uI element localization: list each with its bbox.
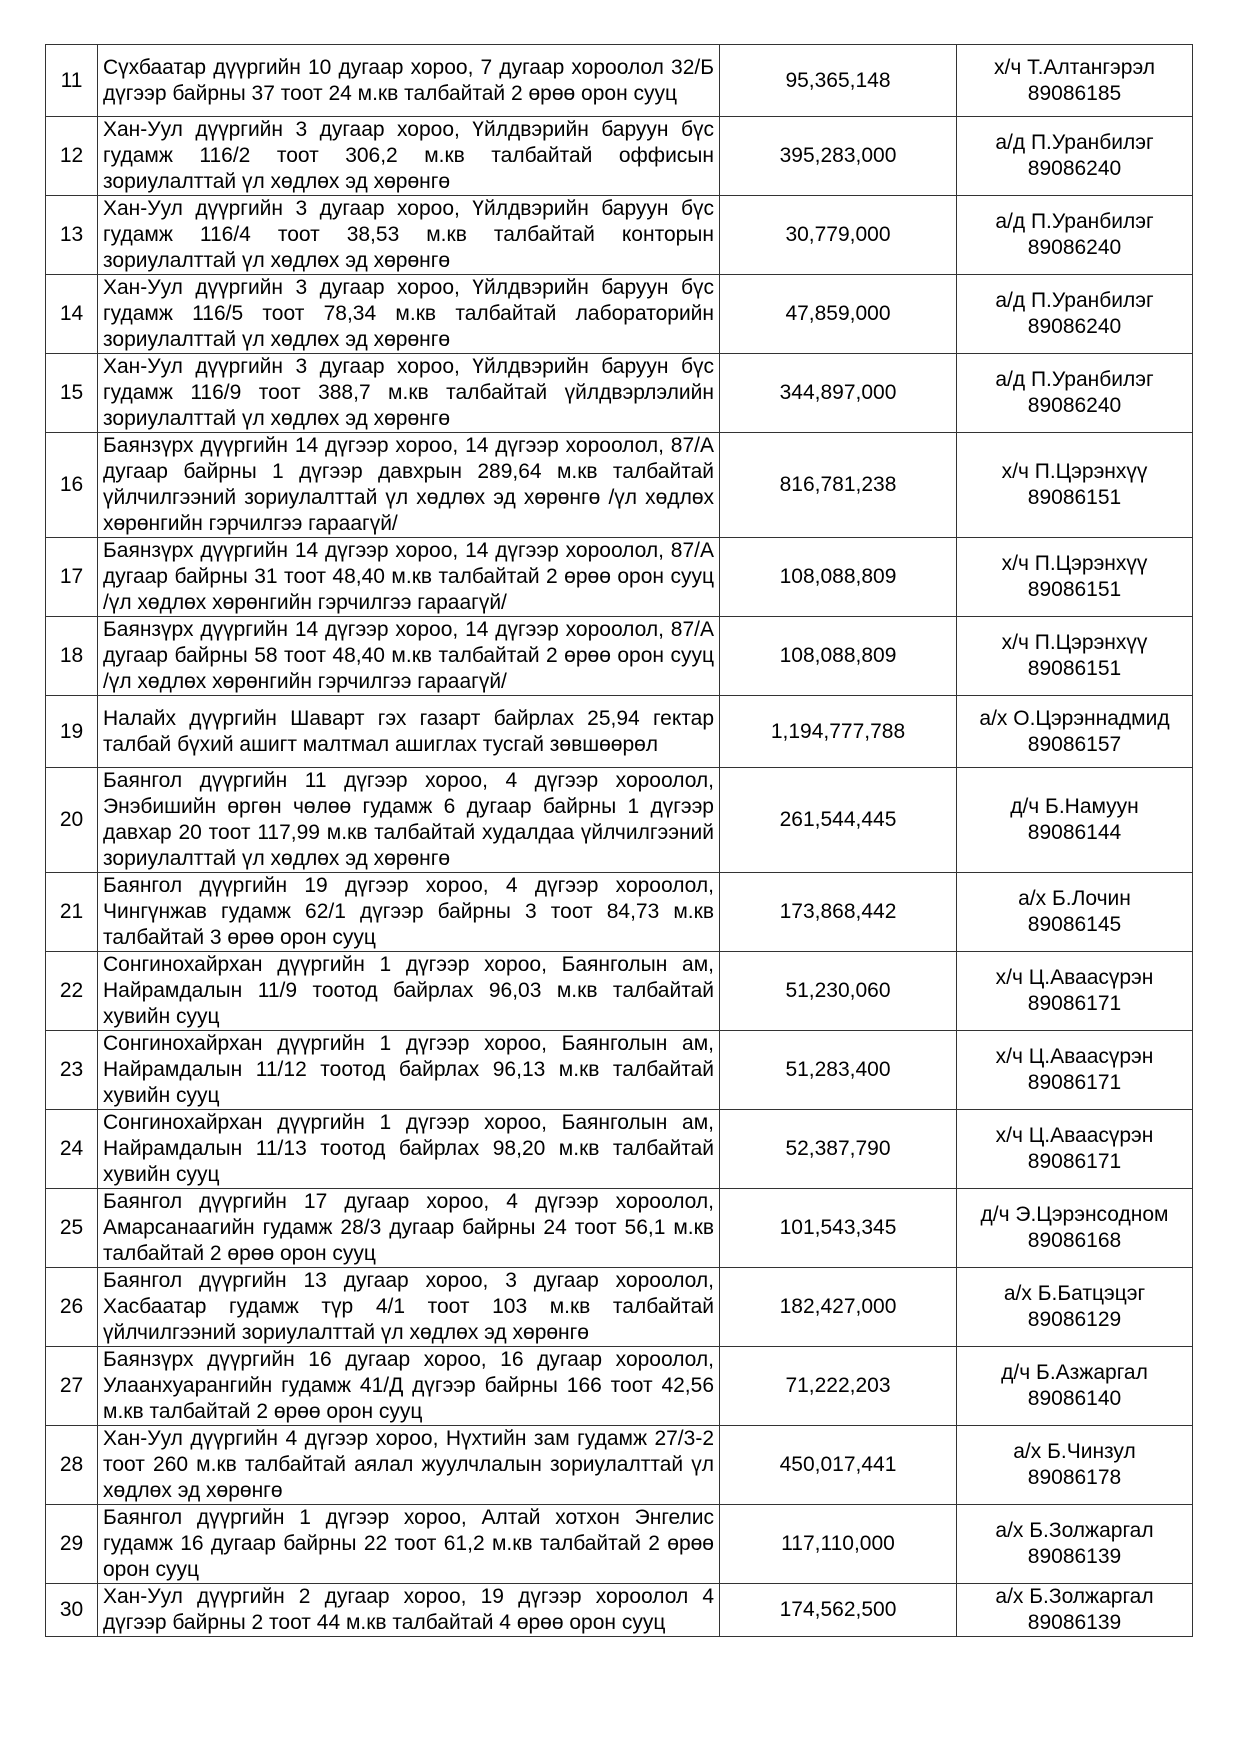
contact-phone: 89086168 <box>1027 1229 1122 1252</box>
row-number: 16 <box>46 433 98 538</box>
table-row <box>46 1268 1193 1347</box>
row-number: 27 <box>46 1347 98 1426</box>
contact-name: д/ч Б.Намуун <box>1010 795 1139 818</box>
contact-name: х/ч Ц.Аваасүрэн <box>995 966 1154 989</box>
contact-name: а/д П.Уранбилэг <box>995 289 1154 312</box>
contact-name: а/х Б.Золжаргал <box>995 1585 1154 1608</box>
contact-cell <box>957 1505 1193 1584</box>
asset-price: 71,222,203 <box>720 1347 957 1426</box>
asset-price: 1,194,777,788 <box>720 696 957 768</box>
contact-phone: 89086144 <box>1027 821 1122 844</box>
contact-name: а/д П.Уранбилэг <box>995 368 1154 391</box>
asset-price: 395,283,000 <box>720 117 957 196</box>
asset-price: 117,110,000 <box>720 1505 957 1584</box>
asset-price: 52,387,790 <box>720 1110 957 1189</box>
table-row <box>46 275 1193 354</box>
assets-table <box>45 44 1193 1637</box>
contact-name: а/д П.Уранбилэг <box>995 210 1154 233</box>
contact-phone: 89086240 <box>1027 236 1122 259</box>
table-row <box>46 45 1193 117</box>
asset-price: 174,562,500 <box>720 1584 957 1637</box>
row-number: 19 <box>46 696 98 768</box>
contact-phone: 89086171 <box>1027 992 1122 1015</box>
assets-table-body <box>46 45 1193 1637</box>
contact-phone: 89086240 <box>1027 315 1122 338</box>
contact-name: х/ч Т.Алтангэрэл <box>994 55 1155 79</box>
asset-description: Сонгинохайрхан дүүргийн 1 дүгээр хороо, Баянголын ам, Найрамдалын 11/13 тоотод байрлах 98,20 м.кв талбайтай хувийн сууц <box>98 1110 720 1189</box>
contact-phone: 89086151 <box>1027 486 1122 509</box>
row-number: 29 <box>46 1505 98 1584</box>
table-row <box>46 617 1193 696</box>
asset-description: Баянзүрх дүүргийн 14 дүгээр хороо, 14 дүгээр хороолол, 87/А дугаар байрны 1 дүгээр давхрын 289,64 м.кв талбайтай үйлчилгээний зориулалттай үл хөдлөх эд хөрөнгө /үл хөдлөх хөрөнгийн гэрчилгээ гараагүй/ <box>98 433 720 538</box>
table-row <box>46 1110 1193 1189</box>
row-number: 18 <box>46 617 98 696</box>
contact-cell <box>957 45 1193 117</box>
asset-price: 450,017,441 <box>720 1426 957 1505</box>
table-row <box>46 952 1193 1031</box>
asset-price: 30,779,000 <box>720 196 957 275</box>
row-number: 20 <box>46 768 98 873</box>
contact-cell <box>957 1426 1193 1505</box>
asset-description: Баянгол дүүргийн 13 дугаар хороо, 3 дугаар хороолол, Хасбаатар гудамж түр 4/1 тоот 103 м.кв талбайтай үйлчилгээний зориулалттай үл хөдлөх эд хөрөнгө <box>98 1268 720 1347</box>
asset-price: 95,365,148 <box>720 45 957 117</box>
contact-phone: 89086157 <box>1027 732 1122 756</box>
contact-phone: 89086240 <box>1027 157 1122 180</box>
table-row <box>46 1189 1193 1268</box>
contact-cell <box>957 1189 1193 1268</box>
table-row <box>46 768 1193 873</box>
contact-phone: 89086145 <box>1027 913 1122 936</box>
contact-phone: 89086140 <box>1027 1387 1122 1410</box>
asset-description: Баянгол дүүргийн 1 дүгээр хороо, Алтай хотхон Энгелис гудамж 16 дугаар байрны 22 тоот 61,2 м.кв талбайтай 2 өрөө орон сууц <box>98 1505 720 1584</box>
asset-description: Налайх дүүргийн Шаварт гэх газарт байрлах 25,94 гектар талбай бүхий ашигт малтмал ашиглах тусгай зөвшөөрөл <box>98 696 720 768</box>
contact-cell <box>957 768 1193 873</box>
asset-description: Хан-Уул дүүргийн 3 дугаар хороо, Үйлдвэрийн баруун бүс гудамж 116/2 тоот 306,2 м.кв талбайтай оффисын зориулалттай үл хөдлөх эд хөрөнгө <box>98 117 720 196</box>
asset-description: Сонгинохайрхан дүүргийн 1 дүгээр хороо, Баянголын ам, Найрамдалын 11/9 тоотод байрлах 96,03 м.кв талбайтай хувийн сууц <box>98 952 720 1031</box>
row-number: 14 <box>46 275 98 354</box>
row-number: 15 <box>46 354 98 433</box>
contact-cell <box>957 1110 1193 1189</box>
row-number: 28 <box>46 1426 98 1505</box>
asset-price: 261,544,445 <box>720 768 957 873</box>
contact-cell <box>957 696 1193 768</box>
table-row <box>46 696 1193 768</box>
contact-phone: 89086151 <box>1027 578 1122 601</box>
contact-phone: 89086139 <box>1027 1545 1122 1568</box>
contact-name: а/х Б.Батцэцэг <box>1003 1282 1146 1305</box>
asset-price: 51,283,400 <box>720 1031 957 1110</box>
table-row <box>46 433 1193 538</box>
contact-name: х/ч П.Цэрэнхүү <box>1001 552 1148 575</box>
asset-price: 344,897,000 <box>720 354 957 433</box>
asset-description: Баянзүрх дүүргийн 16 дугаар хороо, 16 дугаар хороолол, Улаанхуарангийн гудамж 41/Д дүгээр байрны 166 тоот 42,56 м.кв талбайтай 2 өрөө орон сууц <box>98 1347 720 1426</box>
contact-name: а/х Б.Чинзул <box>1013 1440 1136 1463</box>
contact-cell <box>957 1031 1193 1110</box>
asset-price: 816,781,238 <box>720 433 957 538</box>
row-number: 30 <box>46 1584 98 1637</box>
asset-description: Баянзүрх дүүргийн 14 дүгээр хороо, 14 дүгээр хороолол, 87/А дугаар байрны 58 тоот 48,40 м.кв талбайтай 2 өрөө орон сууц /үл хөдлөх хөрөнгийн гэрчилгээ гараагүй/ <box>98 617 720 696</box>
asset-description: Баянзүрх дүүргийн 14 дүгээр хороо, 14 дүгээр хороолол, 87/А дугаар байрны 31 тоот 48,40 м.кв талбайтай 2 өрөө орон сууц /үл хөдлөх хөрөнгийн гэрчилгээ гараагүй/ <box>98 538 720 617</box>
asset-price: 47,859,000 <box>720 275 957 354</box>
contact-name: а/х Б.Лочин <box>1018 887 1131 910</box>
asset-description: Хан-Уул дүүргийн 3 дугаар хороо, Үйлдвэрийн баруун бүс гудамж 116/5 тоот 78,34 м.кв талбайтай лабораторийн зориулалттай үл хөдлөх эд хөрөнгө <box>98 275 720 354</box>
row-number: 13 <box>46 196 98 275</box>
contact-cell <box>957 354 1193 433</box>
asset-description: Баянгол дүүргийн 19 дүгээр хороо, 4 дүгээр хороолол, Чингүнжав гудамж 62/1 дүгээр байрны 3 тоот 84,73 м.кв талбайтай 3 өрөө орон сууц <box>98 873 720 952</box>
row-number: 22 <box>46 952 98 1031</box>
contact-cell <box>957 1268 1193 1347</box>
row-number: 26 <box>46 1268 98 1347</box>
contact-name: д/ч Б.Азжаргал <box>1001 1361 1148 1384</box>
row-number: 23 <box>46 1031 98 1110</box>
table-row <box>46 538 1193 617</box>
contact-name: х/ч П.Цэрэнхүү <box>1001 631 1148 654</box>
row-number: 11 <box>46 45 98 117</box>
contact-phone: 89086129 <box>1027 1308 1122 1331</box>
contact-phone: 89086185 <box>1027 81 1122 105</box>
table-row <box>46 873 1193 952</box>
contact-cell <box>957 1584 1193 1637</box>
contact-cell <box>957 433 1193 538</box>
asset-price: 51,230,060 <box>720 952 957 1031</box>
contact-name: х/ч П.Цэрэнхүү <box>1001 460 1148 483</box>
table-row <box>46 1584 1193 1637</box>
contact-cell <box>957 617 1193 696</box>
contact-phone: 89086151 <box>1027 657 1122 680</box>
table-row <box>46 1347 1193 1426</box>
table-row <box>46 354 1193 433</box>
asset-description: Сонгинохайрхан дүүргийн 1 дүгээр хороо, Баянголын ам, Найрамдалын 11/12 тоотод байрлах 96,13 м.кв талбайтай хувийн сууц <box>98 1031 720 1110</box>
row-number: 12 <box>46 117 98 196</box>
table-row <box>46 1426 1193 1505</box>
asset-description: Баянгол дүүргийн 17 дугаар хороо, 4 дүгээр хороолол, Амарсанаагийн гудамж 28/3 дугаар байрны 24 тоот 56,1 м.кв талбайтай 2 өрөө орон сууц <box>98 1189 720 1268</box>
asset-price: 108,088,809 <box>720 538 957 617</box>
document-page <box>45 44 1192 1637</box>
asset-price: 101,543,345 <box>720 1189 957 1268</box>
row-number: 24 <box>46 1110 98 1189</box>
table-row <box>46 1505 1193 1584</box>
asset-price: 173,868,442 <box>720 873 957 952</box>
table-row <box>46 1031 1193 1110</box>
contact-name: а/х О.Цэрэннадмид <box>979 706 1170 730</box>
asset-price: 182,427,000 <box>720 1268 957 1347</box>
contact-phone: 89086178 <box>1027 1466 1122 1489</box>
table-row <box>46 117 1193 196</box>
contact-cell <box>957 117 1193 196</box>
asset-description: Баянгол дүүргийн 11 дүгээр хороо, 4 дүгээр хороолол, Энэбишийн өргөн чөлөө гудамж 6 дугаар байрны 1 дүгээр давхар 20 тоот 117,99 м.кв талбайтай худалдаа үйлчилгээний зориулалттай үл хөдлөх эд хөрөнгө <box>98 768 720 873</box>
contact-cell <box>957 275 1193 354</box>
contact-cell <box>957 1347 1193 1426</box>
row-number: 21 <box>46 873 98 952</box>
asset-description: Хан-Уул дүүргийн 2 дугаар хороо, 19 дүгээр хороолол 4 дүгээр байрны 2 тоот 44 м.кв талбайтай 4 өрөө орон сууц <box>98 1584 720 1637</box>
contact-phone: 89086171 <box>1027 1071 1122 1094</box>
contact-name: а/х Б.Золжаргал <box>995 1519 1154 1542</box>
contact-cell <box>957 952 1193 1031</box>
contact-name: а/д П.Уранбилэг <box>995 131 1154 154</box>
asset-price: 108,088,809 <box>720 617 957 696</box>
asset-description: Хан-Уул дүүргийн 4 дүгээр хороо, Нүхтийн зам гудамж 27/3-2 тоот 260 м.кв талбайтай аялал жуулчлалын зориулалттай үл хөдлөх эд хөрөнгө <box>98 1426 720 1505</box>
contact-name: х/ч Ц.Аваасүрэн <box>995 1045 1154 1068</box>
contact-cell <box>957 873 1193 952</box>
contact-phone: 89086139 <box>1027 1611 1122 1634</box>
row-number: 17 <box>46 538 98 617</box>
contact-name: д/ч Э.Цэрэнсодном <box>980 1203 1169 1226</box>
table-row <box>46 196 1193 275</box>
asset-description: Сүхбаатар дүүргийн 10 дугаар хороо, 7 дугаар хороолол 32/Б дүгээр байрны 37 тоот 24 м.кв талбайтай 2 өрөө орон сууц <box>98 45 720 117</box>
contact-phone: 89086171 <box>1027 1150 1122 1173</box>
asset-description: Хан-Уул дүүргийн 3 дугаар хороо, Үйлдвэрийн баруун бүс гудамж 116/9 тоот 388,7 м.кв талбайтай үйлдвэрлэлийн зориулалттай үл хөдлөх эд хөрөнгө <box>98 354 720 433</box>
contact-name: х/ч Ц.Аваасүрэн <box>995 1124 1154 1147</box>
contact-cell <box>957 538 1193 617</box>
row-number: 25 <box>46 1189 98 1268</box>
asset-description: Хан-Уул дүүргийн 3 дугаар хороо, Үйлдвэрийн баруун бүс гудамж 116/4 тоот 38,53 м.кв талбайтай конторын зориулалттай үл хөдлөх эд хөрөнгө <box>98 196 720 275</box>
contact-phone: 89086240 <box>1027 394 1122 417</box>
contact-cell <box>957 196 1193 275</box>
